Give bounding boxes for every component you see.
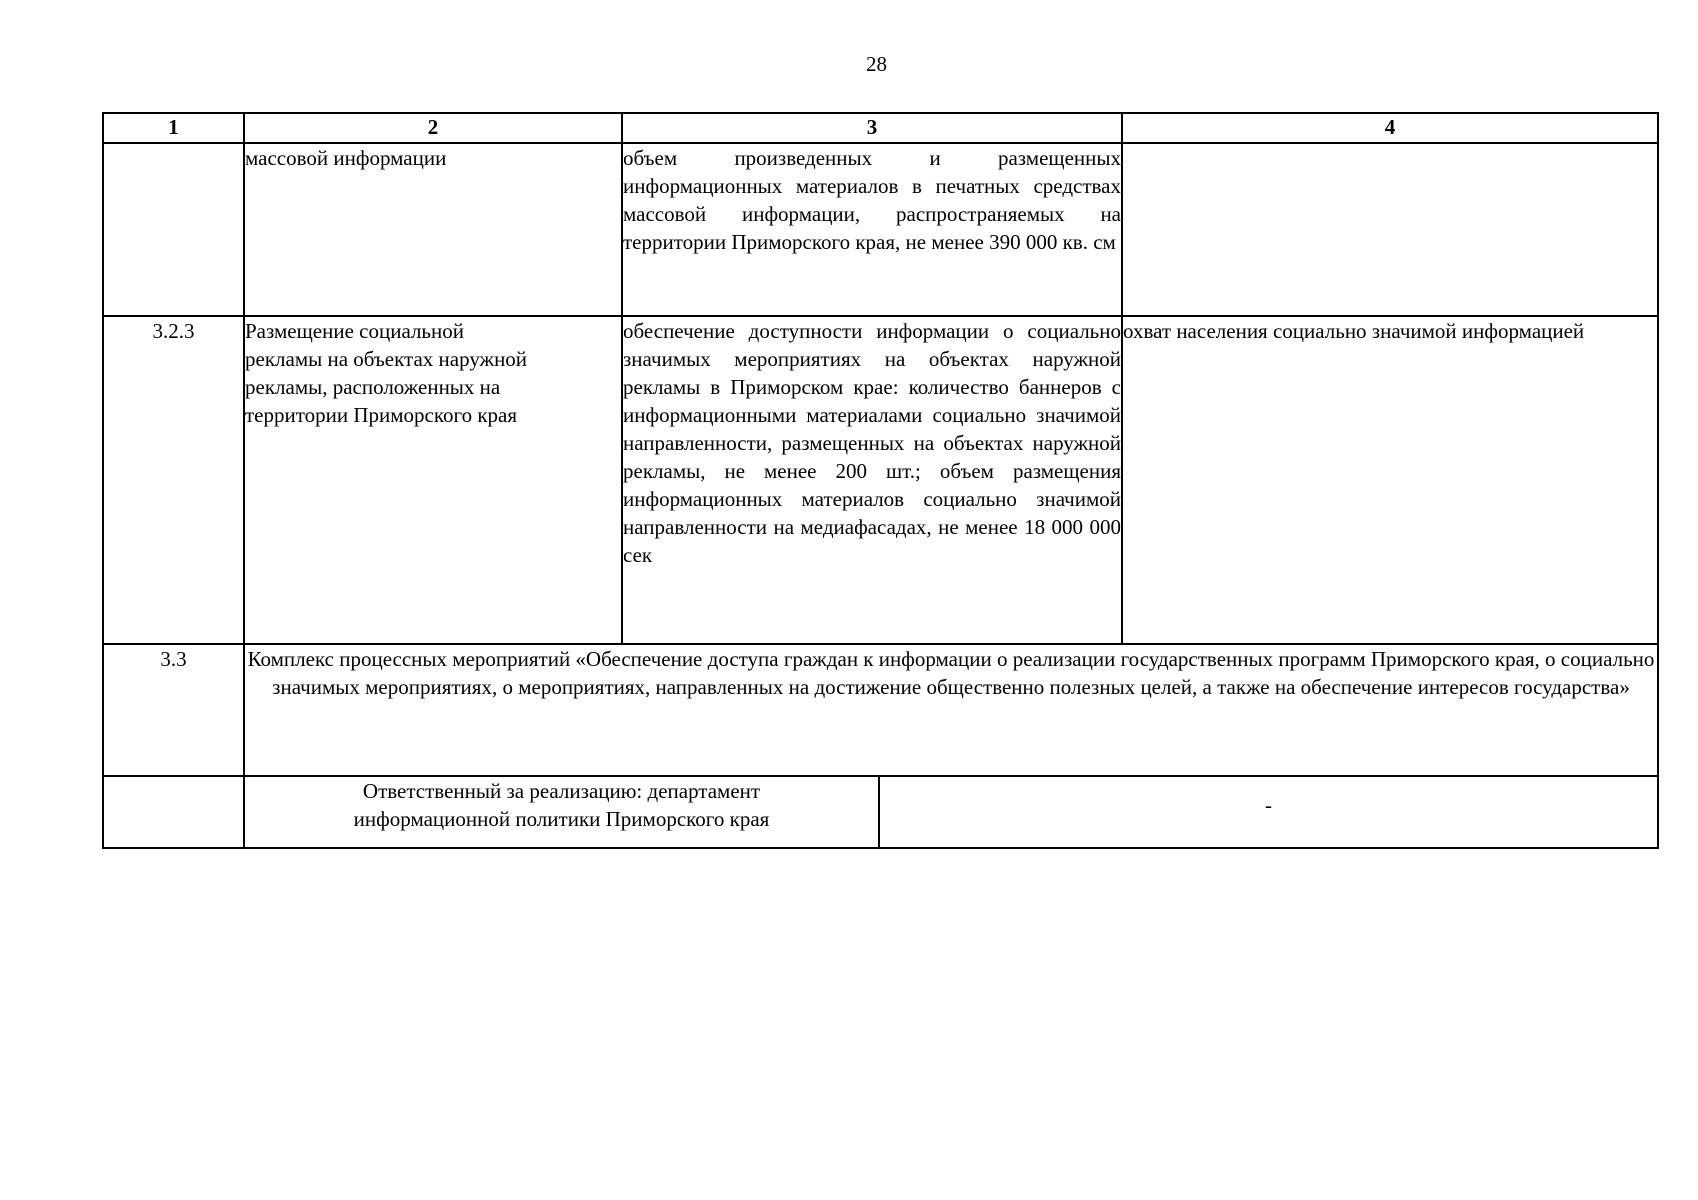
responsible-line: информационной политики Приморского края	[353, 807, 770, 831]
header-col-2: 2	[244, 113, 622, 143]
complex-row	[103, 644, 1658, 776]
program-table	[102, 112, 1659, 849]
complex-number: 3.3	[103, 644, 244, 776]
header-col-4: 4	[1122, 113, 1658, 143]
header-col-3: 3	[622, 113, 1122, 143]
responsible-line: Ответственный за реализацию: департамент	[362, 779, 761, 803]
row-name	[244, 316, 622, 644]
responsible-label	[244, 776, 879, 848]
responsible-empty-cell	[103, 776, 244, 848]
row-name-line: рекламы, расположенных на	[245, 375, 501, 399]
row-name: массовой информации	[244, 143, 622, 316]
header-row	[103, 113, 1658, 143]
row-indicators: объем произведенных и размещенных информационных материалов в печатных средствах массовой информации, распространяемых на территории Приморского края, не менее 390 000 кв. см	[622, 143, 1122, 316]
row-name-line: Размещение социальной	[245, 319, 464, 343]
page-number: 28	[866, 52, 887, 76]
row-name-line: рекламы на объектах наружной	[245, 347, 528, 371]
row-link: охват населения социально значимой информацией	[1122, 316, 1658, 644]
responsible-value: -	[879, 776, 1658, 848]
row-name-line: территории Приморского края	[245, 403, 518, 427]
complex-title: Комплекс процессных мероприятий «Обеспечение доступа граждан к информации о реализации государственных программ Приморского края, о социально значимых мероприятиях, о мероприятиях, направленных на достижение общественно полезных целей, а также на обеспечение интересов государства»	[244, 644, 1658, 776]
responsible-row	[103, 776, 1658, 848]
table-row	[103, 316, 1658, 644]
row-link	[1122, 143, 1658, 316]
table-row	[103, 143, 1658, 316]
row-indicators: обеспечение доступности информации о социально значимых мероприятиях на объектах наружной рекламы в Приморском крае: количество баннеров с информационными материалами социально значимой направленности, размещенных на объектах наружной рекламы, не менее 200 шт.; объем размещения информационных материалов социально значимой направленности на медиафасадах, не менее 18 000 000 сек	[622, 316, 1122, 644]
header-col-1: 1	[103, 113, 244, 143]
row-number: 3.2.3	[103, 316, 244, 644]
row-number	[103, 143, 244, 316]
